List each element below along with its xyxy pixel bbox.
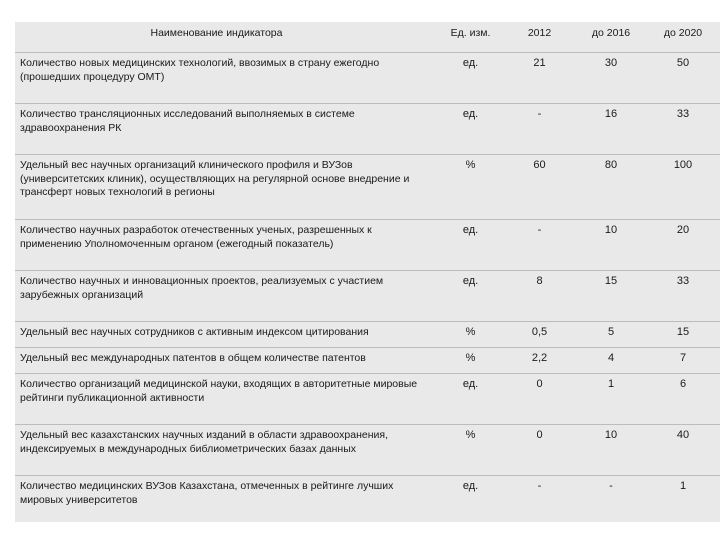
- value-2012: 8: [503, 271, 576, 322]
- indicator-name: Количество трансляционных исследований выполняемых в системе здравоохранения РК: [15, 104, 438, 155]
- indicator-name: Удельный вес международных патентов в общем количестве патентов: [15, 348, 438, 374]
- unit-cell: ед.: [438, 53, 503, 104]
- value-2016: 10: [576, 425, 646, 476]
- value-2012: -: [503, 220, 576, 271]
- table-row: [15, 425, 720, 476]
- header-indicator-name: Наименование индикатора: [150, 27, 283, 39]
- table-row: [15, 476, 720, 527]
- unit-cell: %: [438, 155, 503, 220]
- value-2020: 33: [646, 271, 720, 322]
- value-2020: 6: [646, 374, 720, 425]
- table-row: [15, 104, 720, 155]
- header-2020: до 2020: [663, 27, 703, 39]
- header-unit: Ед. изм.: [450, 27, 491, 39]
- table-row: [15, 155, 720, 220]
- header-2016: до 2016: [591, 27, 631, 39]
- header-2012: 2012: [527, 27, 552, 39]
- indicator-name: Количество медицинских ВУЗов Казахстана, отмеченных в рейтинге лучших мировых университетов: [15, 476, 438, 527]
- value-2012: 2,2: [503, 348, 576, 374]
- value-2020: 100: [646, 155, 720, 220]
- unit-cell: %: [438, 322, 503, 348]
- value-2016: 15: [576, 271, 646, 322]
- unit-cell: ед.: [438, 271, 503, 322]
- value-2016: 16: [576, 104, 646, 155]
- value-2020: 20: [646, 220, 720, 271]
- value-2020: 15: [646, 322, 720, 348]
- indicator-name: Количество новых медицинских технологий, ввозимых в страну ежегодно (прошедших процедуру ОМТ): [15, 53, 438, 104]
- value-2016: 30: [576, 53, 646, 104]
- value-2012: 0: [503, 374, 576, 425]
- table-row: [15, 322, 720, 348]
- indicator-name: Удельный вес научных сотрудников с активным индексом цитирования: [15, 322, 438, 348]
- value-2020: 40: [646, 425, 720, 476]
- value-2016: -: [576, 476, 646, 527]
- indicators-table: [15, 22, 720, 526]
- value-2016: 80: [576, 155, 646, 220]
- indicator-name: Удельный вес научных организаций клинического профиля и ВУЗов (университетских клиник), осуществляющих на регулярной основе внедрение и трансферт новых технологий в регионы: [15, 155, 438, 220]
- value-2012: 21: [503, 53, 576, 104]
- unit-cell: %: [438, 348, 503, 374]
- unit-cell: ед.: [438, 220, 503, 271]
- table-row: [15, 271, 720, 322]
- indicator-name: Количество организаций медицинской науки, входящих в авторитетные мировые рейтинги публикационной активности: [15, 374, 438, 425]
- unit-cell: %: [438, 425, 503, 476]
- value-2012: -: [503, 104, 576, 155]
- table-row: [15, 348, 720, 374]
- table-row: [15, 374, 720, 425]
- table-header-row: [15, 22, 720, 53]
- value-2012: 0,5: [503, 322, 576, 348]
- value-2016: 10: [576, 220, 646, 271]
- value-2016: 4: [576, 348, 646, 374]
- value-2020: 33: [646, 104, 720, 155]
- value-2020: 1: [646, 476, 720, 527]
- table-row: [15, 220, 720, 271]
- unit-cell: ед.: [438, 104, 503, 155]
- indicator-name: Количество научных разработок отечественных ученых, разрешенных к применению Уполномоченным органом (ежегодный показатель): [15, 220, 438, 271]
- value-2016: 5: [576, 322, 646, 348]
- table-row: [15, 53, 720, 104]
- value-2012: 0: [503, 425, 576, 476]
- indicator-name: Удельный вес казахстанских научных изданий в области здравоохранения, индексируемых в международных библиометрических базах данных: [15, 425, 438, 476]
- value-2016: 1: [576, 374, 646, 425]
- value-2020: 7: [646, 348, 720, 374]
- value-2020: 50: [646, 53, 720, 104]
- unit-cell: ед.: [438, 476, 503, 527]
- indicator-name: Количество научных и инновационных проектов, реализуемых с участием зарубежных организаций: [15, 271, 438, 322]
- unit-cell: ед.: [438, 374, 503, 425]
- value-2012: 60: [503, 155, 576, 220]
- value-2012: -: [503, 476, 576, 527]
